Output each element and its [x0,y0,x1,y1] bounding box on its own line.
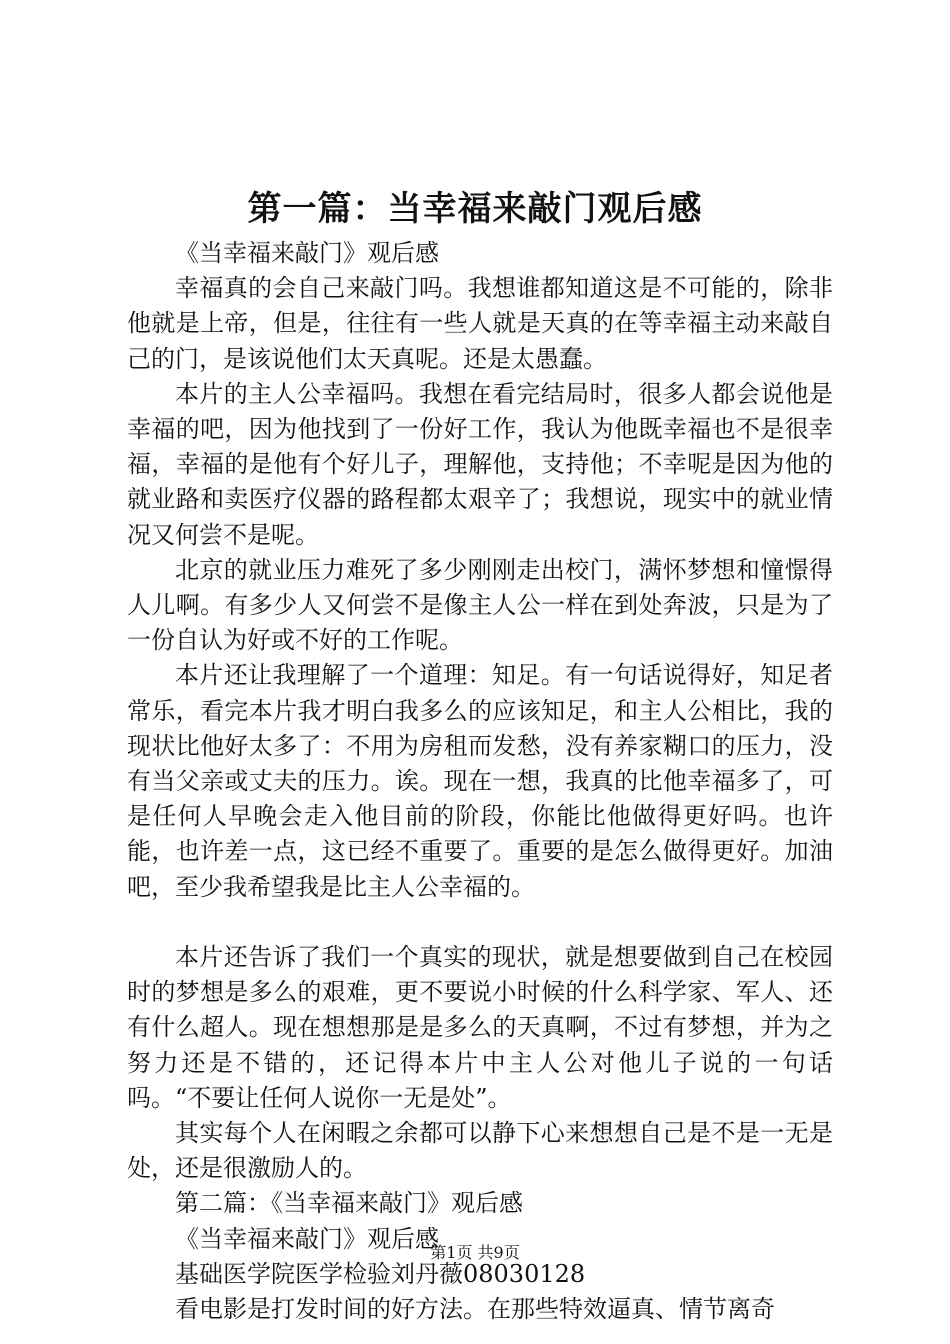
paragraph: 幸福真的会自己来敲门吗。我想谁都知道这是不可能的，除非他就是上帝，但是，往往有一些人就是天真的在等幸福主动来敲自己的门，是该说他们太天真呢。还是太愚蠢。 [127,274,833,373]
author-line: 基础医学院医学检验刘丹薇08030128 [175,1259,586,1288]
paragraph: 本片的主人公幸福吗。我想在看完结局时，很多人都会说他是幸福的吧，因为他找到了一份好工作，我认为他既幸福也不是很幸福，幸福的是他有个好儿子，理解他，支持他；不幸呢是因为他的就业路和卖医疗仪器的路程都太艰辛了；我想说，现实中的就业情况又何尝不是呢。 [127,379,833,549]
page-number: 第1页 共9页 [430,1243,520,1262]
document-body [127,236,833,1327]
paragraph: 其实每个人在闲暇之余都可以静下心来想想自己是不是一无是处，还是很激励人的。 [127,1119,833,1183]
paragraph-subtitle: 《当幸福来敲门》观后感 [175,239,439,267]
paragraph: 看电影是打发时间的好方法。在那些特效逼真、情节离奇 [175,1295,775,1324]
paragraph-spacer [127,905,833,940]
section-heading: 第二篇：《当幸福来敲门》观后感 [175,1189,523,1218]
paragraph: 北京的就业压力难死了多少刚刚走出校门，满怀梦想和憧憬得人儿啊。有多少人又何尝不是像主人公一样在到处奔波，只是为了一份自认为好或不好的工作呢。 [127,555,833,655]
document-title: 第一篇：当幸福来敲门观后感 [247,189,703,229]
paragraph: 本片还让我理解了一个道理：知足。有一句话说得好，知足者常乐，看完本片我才明白我多么的应该知足，和主人公相比，我的现状比他好太多了：不用为房租而发愁，没有养家糊口的压力，没有当父亲或丈夫的压力。诶。现在一想，我真的比他幸福多了，可是任何人早晚会走入他目前的阶段，你能比他做得更好吗。也许能，也许差一点，这已经不重要了。重要的是怎么做得更好。加油吧，至少我希望我是比主人公幸福的。 [127,661,833,901]
paragraph-subtitle: 《当幸福来敲门》观后感 [175,1224,439,1253]
paragraph: 本片还告诉了我们一个真实的现状，就是想要做到自己在校园时的梦想是多么的艰难，更不要说小时候的什么科学家、军人、还有什么超人。现在想想那是是多么的天真啊，不过有梦想，并为之努力还是不错的，还记得本片中主人公对他儿子说的一句话吗。“不要让任何人说你一无是处”。 [127,943,833,1112]
